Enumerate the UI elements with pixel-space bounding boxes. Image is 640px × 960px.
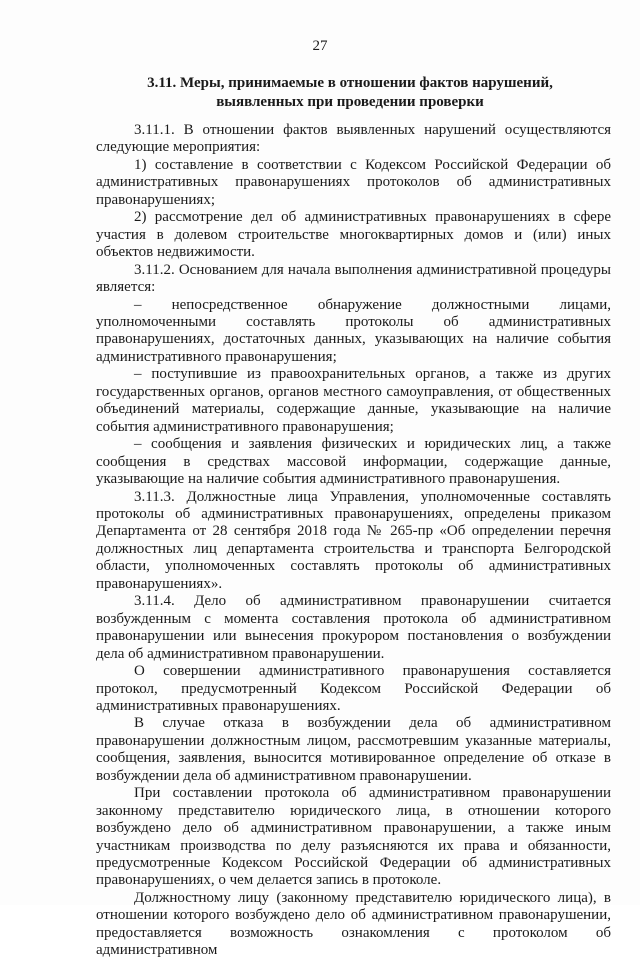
paragraph-familiarization: Должностному лицу (законному представителю юридического лица), в отношении которого возбуждено дело об административном правонарушении, предоставляется возможность ознакомления с протоколом об административном [96, 889, 611, 959]
dash-item-2: – поступившие из правоохранительных органов, а также из других государственных органов, органов местного самоуправления, от общественных объединений материалы, содержащие данные, указывающие на наличие события административного правонарушения; [96, 366, 611, 435]
page-number: 27 [312, 38, 328, 54]
section-title-line-1: 3.11. Меры, принимаемые в отношении фактов нарушений, [147, 75, 553, 91]
dash-item-3: – сообщения и заявления физических и юридических лиц, а также сообщения в средствах массовой информации, содержащие данные, указывающие на наличие события административного правонарушения. [96, 436, 611, 488]
paragraph-refusal: В случае отказа в возбуждении дела об административном правонарушении должностным лицом, рассмотревшим указанные материалы, сообщения, заявления, выносится мотивированное определение об отказе в возбуждении дела об административном правонарушении. [96, 715, 611, 784]
document-body [96, 122, 611, 960]
section-title [90, 74, 610, 112]
paragraph-3-11-1: 3.11.1. В отношении фактов выявленных нарушений осуществляются следующие мероприятия: [96, 122, 611, 156]
list-item-1: 1) составление в соответствии с Кодексом Российской Федерации об административных правонарушениях протоколов об административных правонарушениях; [96, 156, 611, 208]
paragraph-3-11-3: 3.11.3. Должностные лица Управления, уполномоченные составлять протоколы об административных правонарушениях, определены приказом Департамента от 28 сентября 2018 года № 265-пр «Об определении перечня должностных лиц департамента строительства и транспорта Белгородской области, уполномоченных составлять протоколы об административных правонарушениях». [96, 488, 611, 592]
paragraph-protocol: О совершении административного правонарушения составляется протокол, предусмотренный Кодексом Российской Федерации об административных правонарушениях. [96, 663, 611, 714]
paragraph-3-11-2: 3.11.2. Основанием для начала выполнения административной процедуры является: [96, 261, 611, 296]
paragraph-rights: При составлении протокола об административном правонарушении законному представителю юридического лица, в отношении которого возбуждено дело об административном правонарушении, а также иным участникам производства по делу разъясняются их права и обязанности, предусмотренные Кодексом Российской Федерации об административных правонарушениях, о чем делается запись в протоколе. [96, 785, 611, 889]
dash-item-1: – непосредственное обнаружение должностными лицами, уполномоченными составлять протоколы об административных правонарушениях, достаточных данных, указывающих на наличие события административного правонарушения; [96, 296, 611, 365]
list-item-2: 2) рассмотрение дел об административных правонарушениях в сфере участия в долевом строительстве многоквартирных домов и (или) иных объектов недвижимости. [96, 209, 611, 261]
section-title-line-2: выявленных при проведении проверки [216, 94, 484, 110]
paragraph-3-11-4: 3.11.4. Дело об административном правонарушении считается возбужденным с момента составления протокола об административном правонарушении или вынесения прокурором постановления о возбуждении дела об административном правонарушении. [96, 593, 611, 662]
